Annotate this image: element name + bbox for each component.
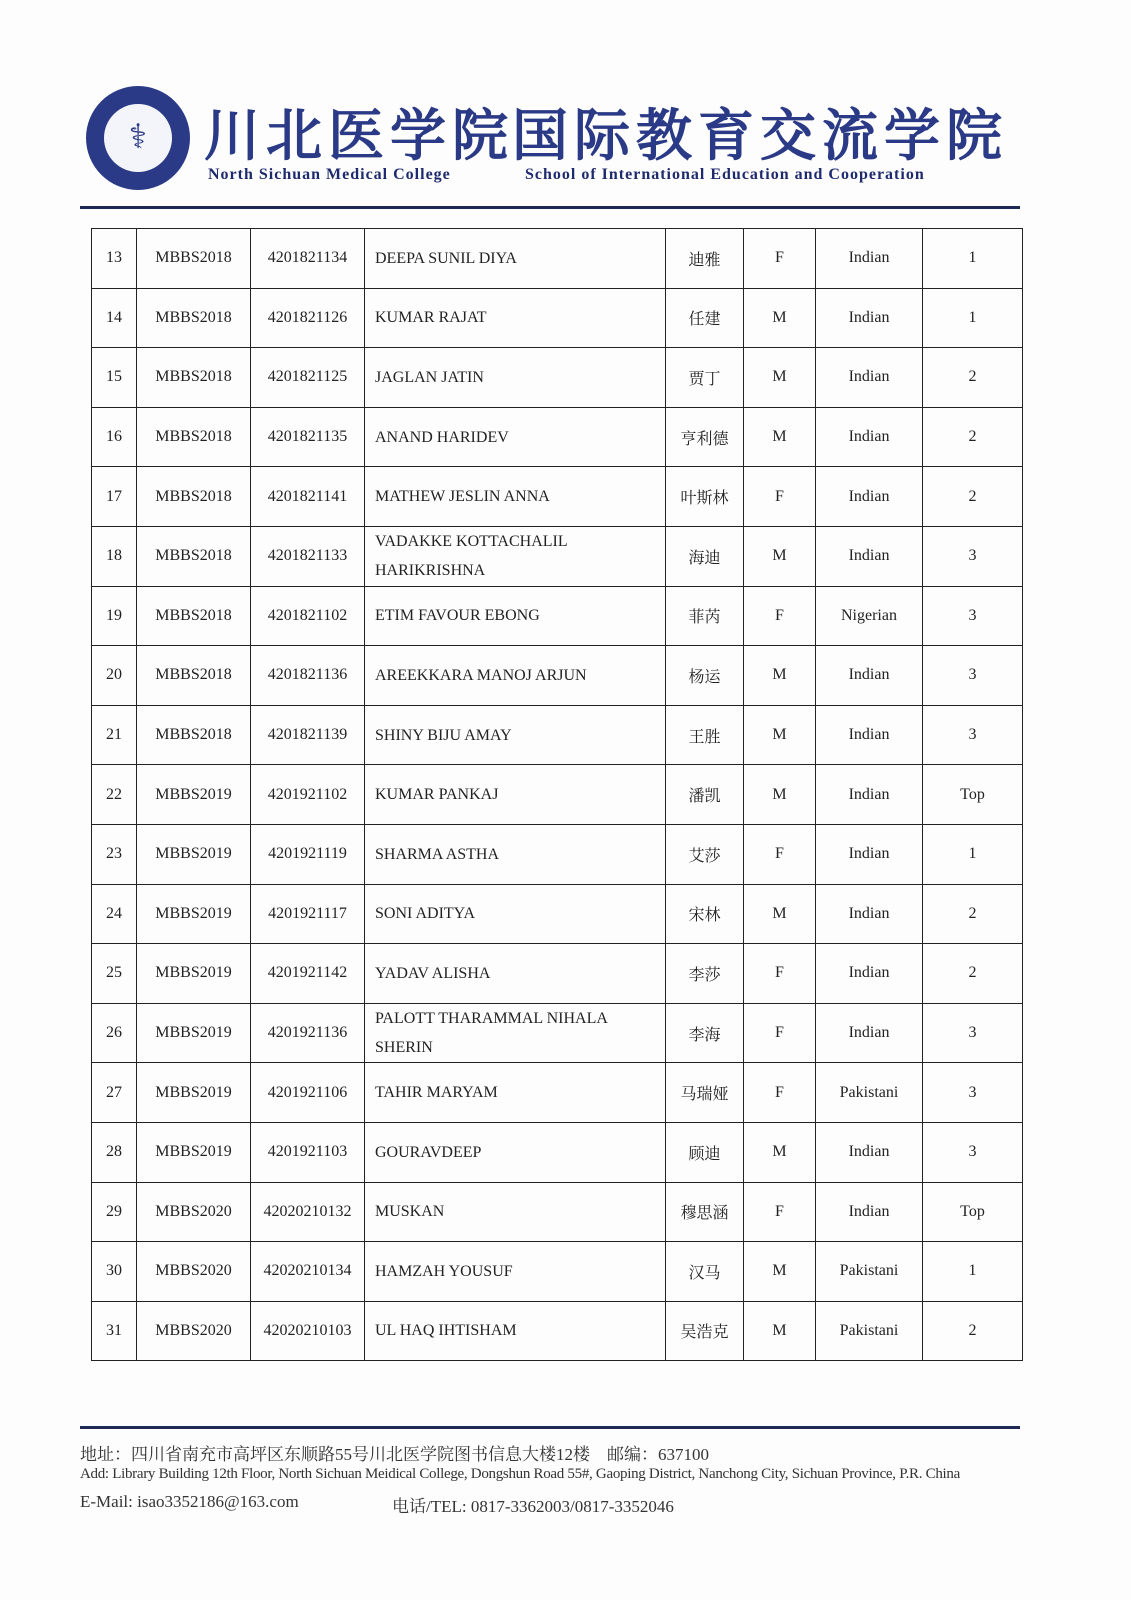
table-row [92,1242,1023,1302]
student-id: 4201921119 [251,824,365,884]
gender: F [744,824,816,884]
nationality: Indian [816,348,923,408]
nationality: Indian [816,1003,923,1063]
class: MBBS2020 [137,1242,251,1302]
gender: M [744,646,816,706]
student-id: 4201821102 [251,586,365,646]
student-name: VADAKKE KOTTACHALIL HARIKRISHNA [365,526,666,586]
row-number: 31 [92,1301,137,1361]
row-number: 14 [92,288,137,348]
row-number: 15 [92,348,137,408]
student-name: DEEPA SUNIL DIYA [365,229,666,289]
class: MBBS2019 [137,765,251,825]
nationality: Nigerian [816,586,923,646]
row-number: 23 [92,824,137,884]
college-name-en: North Sichuan Medical College [208,166,451,183]
row-number: 21 [92,705,137,765]
rank: 3 [923,526,1023,586]
class: MBBS2018 [137,526,251,586]
gender: F [744,467,816,527]
student-id: 42020210103 [251,1301,365,1361]
rank: 3 [923,1063,1023,1123]
table-row [92,1182,1023,1242]
nationality: Pakistani [816,1242,923,1302]
student-name: KUMAR PANKAJ [365,765,666,825]
row-number: 17 [92,467,137,527]
gender: F [744,1182,816,1242]
table-row [92,705,1023,765]
row-number: 26 [92,1003,137,1063]
rank: 2 [923,1301,1023,1361]
gender: F [744,586,816,646]
row-number: 19 [92,586,137,646]
gender: M [744,705,816,765]
address-cn: 地址：四川省南充市高坪区东顺路55号川北医学院图书信息大楼12楼 邮编：637100 [80,1445,709,1464]
class: MBBS2018 [137,705,251,765]
table-row [92,646,1023,706]
header-divider [80,206,1020,209]
college-logo [86,86,190,190]
student-id: 4201921142 [251,944,365,1004]
nationality: Indian [816,526,923,586]
row-number: 28 [92,1122,137,1182]
nationality: Indian [816,467,923,527]
nationality: Indian [816,824,923,884]
row-number: 27 [92,1063,137,1123]
rank: 3 [923,1003,1023,1063]
chinese-name: 王胜 [666,705,744,765]
row-number: 13 [92,229,137,289]
nationality: Indian [816,646,923,706]
class: MBBS2019 [137,824,251,884]
chinese-name: 潘凯 [666,765,744,825]
chinese-name: 汉马 [666,1242,744,1302]
row-number: 29 [92,1182,137,1242]
row-number: 25 [92,944,137,1004]
college-name-cn: 川北医学院 [204,103,514,169]
student-name: MATHEW JESLIN ANNA [365,467,666,527]
class: MBBS2018 [137,407,251,467]
rank: Top [923,1182,1023,1242]
rank: 3 [923,586,1023,646]
student-id: 4201821141 [251,467,365,527]
nationality: Indian [816,705,923,765]
chinese-name: 宋林 [666,884,744,944]
chinese-name: 顾迪 [666,1122,744,1182]
nationality: Indian [816,1182,923,1242]
student-id: 42020210132 [251,1182,365,1242]
class: MBBS2018 [137,288,251,348]
table-row [92,288,1023,348]
student-name: SHARMA ASTHA [365,824,666,884]
student-name: UL HAQ IHTISHAM [365,1301,666,1361]
student-id: 4201821136 [251,646,365,706]
class: MBBS2020 [137,1182,251,1242]
chinese-name: 穆思涵 [666,1182,744,1242]
student-name: SONI ADITYA [365,884,666,944]
rank: 1 [923,229,1023,289]
rank: 2 [923,467,1023,527]
class: MBBS2018 [137,586,251,646]
gender: M [744,348,816,408]
chinese-name: 李莎 [666,944,744,1004]
table-row [92,229,1023,289]
gender: M [744,765,816,825]
student-name: ANAND HARIDEV [365,407,666,467]
gender: M [744,407,816,467]
caduceus-icon: ⚕ [128,119,148,156]
school-name-cn: 国际教育交流学院 [512,103,1008,169]
student-name: YADAV ALISHA [365,944,666,1004]
student-id: 4201921136 [251,1003,365,1063]
rank: 3 [923,1122,1023,1182]
chinese-name: 杨运 [666,646,744,706]
row-number: 30 [92,1242,137,1302]
chinese-name: 李海 [666,1003,744,1063]
student-name: HAMZAH YOUSUF [365,1242,666,1302]
chinese-name: 亨利德 [666,407,744,467]
table-row [92,944,1023,1004]
nationality: Indian [816,944,923,1004]
student-name: GOURAVDEEP [365,1122,666,1182]
student-name: PALOTT THARAMMAL NIHALA SHERIN [365,1003,666,1063]
class: MBBS2020 [137,1301,251,1361]
gender: M [744,884,816,944]
gender: M [744,1122,816,1182]
nationality: Indian [816,765,923,825]
student-id: 4201821125 [251,348,365,408]
table-row [92,526,1023,586]
student-id: 4201821133 [251,526,365,586]
rank: 3 [923,705,1023,765]
nationality: Pakistani [816,1063,923,1123]
nationality: Indian [816,884,923,944]
chinese-name: 艾莎 [666,824,744,884]
nationality: Indian [816,288,923,348]
student-id: 4201921106 [251,1063,365,1123]
student-id: 4201821126 [251,288,365,348]
school-name-en: School of International Education and Cooperation [525,166,925,183]
gender: M [744,1301,816,1361]
gender: M [744,288,816,348]
class: MBBS2019 [137,1063,251,1123]
row-number: 22 [92,765,137,825]
student-id: 4201921103 [251,1122,365,1182]
student-id: 42020210134 [251,1242,365,1302]
gender: M [744,526,816,586]
class: MBBS2019 [137,1003,251,1063]
rank: 2 [923,407,1023,467]
table-row [92,467,1023,527]
nationality: Indian [816,229,923,289]
email: E-Mail: isao3352186@163.com [80,1492,299,1511]
class: MBBS2018 [137,467,251,527]
chinese-name: 马瑞娅 [666,1063,744,1123]
class: MBBS2018 [137,348,251,408]
student-name: SHINY BIJU AMAY [365,705,666,765]
student-id: 4201821134 [251,229,365,289]
telephone: 电话/TEL: 0817-3362003/0817-3352046 [392,1497,674,1516]
row-number: 20 [92,646,137,706]
student-name: JAGLAN JATIN [365,348,666,408]
row-number: 16 [92,407,137,467]
class: MBBS2018 [137,646,251,706]
table-row [92,1003,1023,1063]
rank: Top [923,765,1023,825]
table-row [92,1301,1023,1361]
student-name: ETIM FAVOUR EBONG [365,586,666,646]
nationality: Pakistani [816,1301,923,1361]
address-en: Add: Library Building 12th Floor, North Sichuan Meidical College, Dongshun Road 55#, Gaoping District, Nanchong City, Sichuan Province, P.R. China [80,1466,960,1482]
table-row [92,407,1023,467]
student-name: TAHIR MARYAM [365,1063,666,1123]
chinese-name: 贾丁 [666,348,744,408]
table-row [92,1063,1023,1123]
gender: F [744,229,816,289]
row-number: 24 [92,884,137,944]
student-id: 4201921102 [251,765,365,825]
table-row [92,1122,1023,1182]
student-table [91,228,1023,1361]
table-row [92,586,1023,646]
chinese-name: 海迪 [666,526,744,586]
class: MBBS2019 [137,944,251,1004]
student-id: 4201821135 [251,407,365,467]
nationality: Indian [816,1122,923,1182]
table-row [92,765,1023,825]
chinese-name: 任建 [666,288,744,348]
class: MBBS2018 [137,229,251,289]
nationality: Indian [816,407,923,467]
chinese-name: 吴浩克 [666,1301,744,1361]
chinese-name: 叶斯林 [666,467,744,527]
student-name: MUSKAN [365,1182,666,1242]
table-row [92,884,1023,944]
student-name: KUMAR RAJAT [365,288,666,348]
footer-divider [80,1426,1020,1429]
rank: 1 [923,824,1023,884]
student-id: 4201821139 [251,705,365,765]
rank: 2 [923,944,1023,1004]
table-row [92,824,1023,884]
gender: M [744,1242,816,1302]
class: MBBS2019 [137,884,251,944]
chinese-name: 迪雅 [666,229,744,289]
gender: F [744,1003,816,1063]
row-number: 18 [92,526,137,586]
student-name: AREEKKARA MANOJ ARJUN [365,646,666,706]
table-row [92,348,1023,408]
class: MBBS2019 [137,1122,251,1182]
rank: 2 [923,348,1023,408]
rank: 1 [923,1242,1023,1302]
chinese-name: 菲芮 [666,586,744,646]
rank: 1 [923,288,1023,348]
gender: F [744,1063,816,1123]
gender: F [744,944,816,1004]
student-id: 4201921117 [251,884,365,944]
rank: 2 [923,884,1023,944]
rank: 3 [923,646,1023,706]
